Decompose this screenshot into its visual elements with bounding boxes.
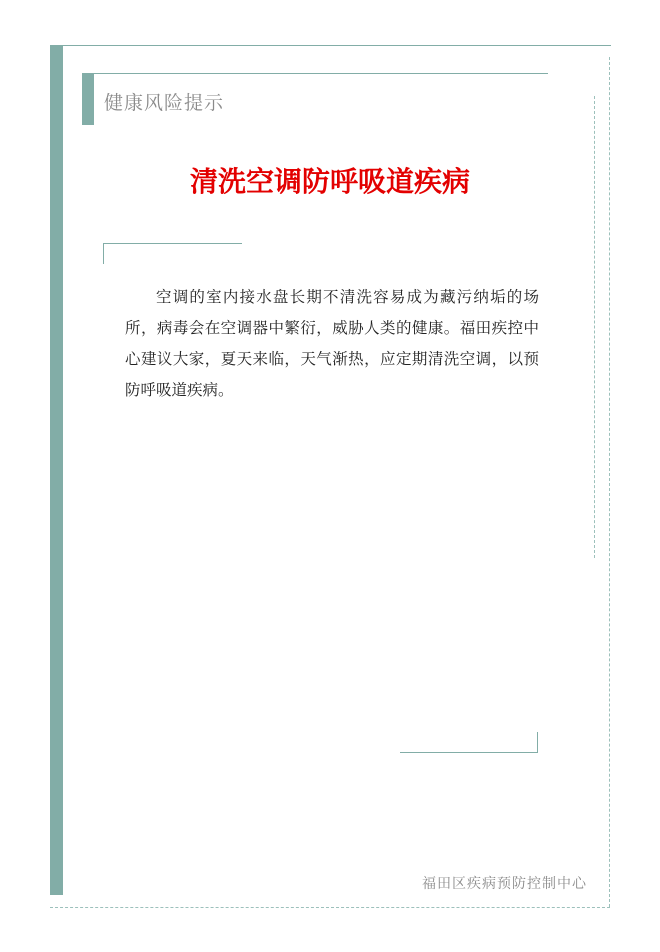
footer-organization: 福田区疾病预防控制中心 <box>422 876 587 892</box>
body-paragraph: 空调的室内接水盘长期不清洗容易成为藏污纳垢的场所，病毒会在空调器中繁衍，威胁人类的健康。福田疾控中心建议大家，夏天来临，天气渐热，应定期清洗空调，以预防呼吸道疾病。 <box>125 288 539 399</box>
top-left-bracket <box>103 243 242 264</box>
header-accent-block <box>82 73 94 125</box>
header-rule <box>94 73 548 74</box>
top-border-line <box>63 45 611 46</box>
section-label: 健康风险提示 <box>104 92 225 114</box>
bottom-right-bracket <box>400 732 538 753</box>
bottom-dashed-border <box>50 907 610 908</box>
page-title: 清洗空调防呼吸道疾病 <box>189 165 470 198</box>
